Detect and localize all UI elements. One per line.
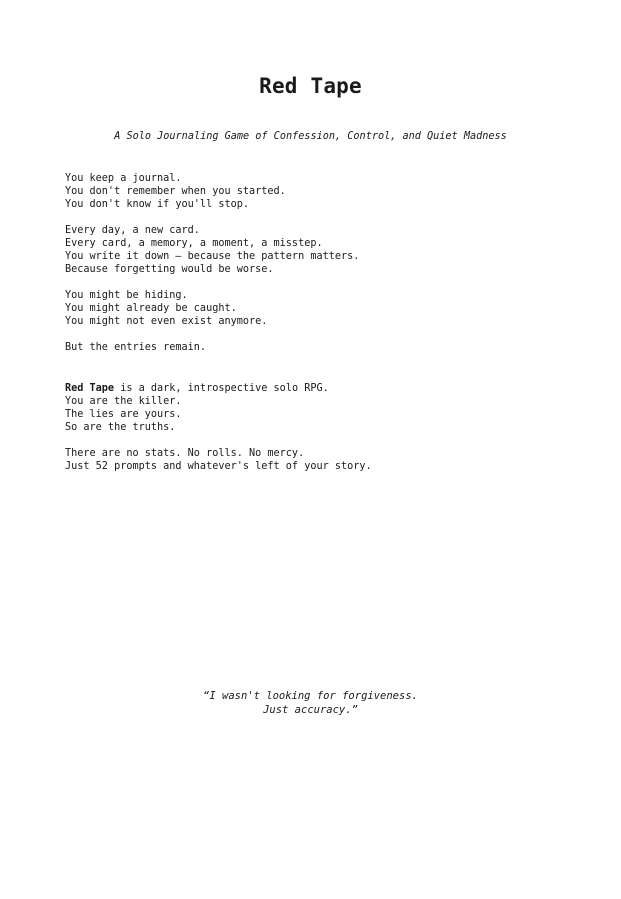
text-line: Every card, a memory, a moment, a misstep. [65, 238, 323, 249]
document-body [65, 172, 585, 486]
text-line: You keep a journal. [65, 173, 182, 184]
text-line: You might already be caught. [65, 303, 237, 314]
text-line: Every day, a new card. [65, 225, 200, 236]
text-line: The lies are yours. [65, 409, 182, 420]
stanza-cards [65, 224, 585, 276]
stanza-intro [65, 382, 585, 434]
text-line: You might not even exist anymore. [65, 316, 268, 327]
intro-line [65, 382, 585, 395]
text-line: You might be hiding. [65, 290, 188, 301]
text-line: But the entries remain. [65, 342, 207, 353]
text-line: You don't remember when you started. [65, 186, 286, 197]
text-line: Because forgetting would be worse. [65, 264, 274, 275]
stanza-closing [65, 447, 585, 473]
stanza-entries [65, 341, 585, 354]
document-title: Red Tape [259, 74, 362, 98]
text-line: So are the truths. [65, 422, 176, 433]
game-name: Red Tape [65, 383, 115, 394]
text-line: There are no stats. No rolls. No mercy. [65, 448, 305, 459]
quote-line: Just accuracy.” [263, 704, 358, 716]
text-line: You write it down — because the pattern matters. [65, 251, 360, 262]
text-line: You don't know if you'll stop. [65, 199, 250, 210]
intro-rest: is a dark, introspective solo RPG. [114, 383, 329, 394]
stanza-hiding [65, 289, 585, 328]
stanza-journal [65, 172, 585, 211]
epigraph-quote [0, 689, 621, 717]
text-line: You are the killer. [65, 396, 182, 407]
quote-line: “I wasn't looking for forgiveness. [203, 690, 418, 702]
text-line: Just 52 prompts and whatever's left of your story. [65, 461, 372, 472]
document-subtitle: A Solo Journaling Game of Confession, Control, and Quiet Madness [114, 131, 507, 142]
